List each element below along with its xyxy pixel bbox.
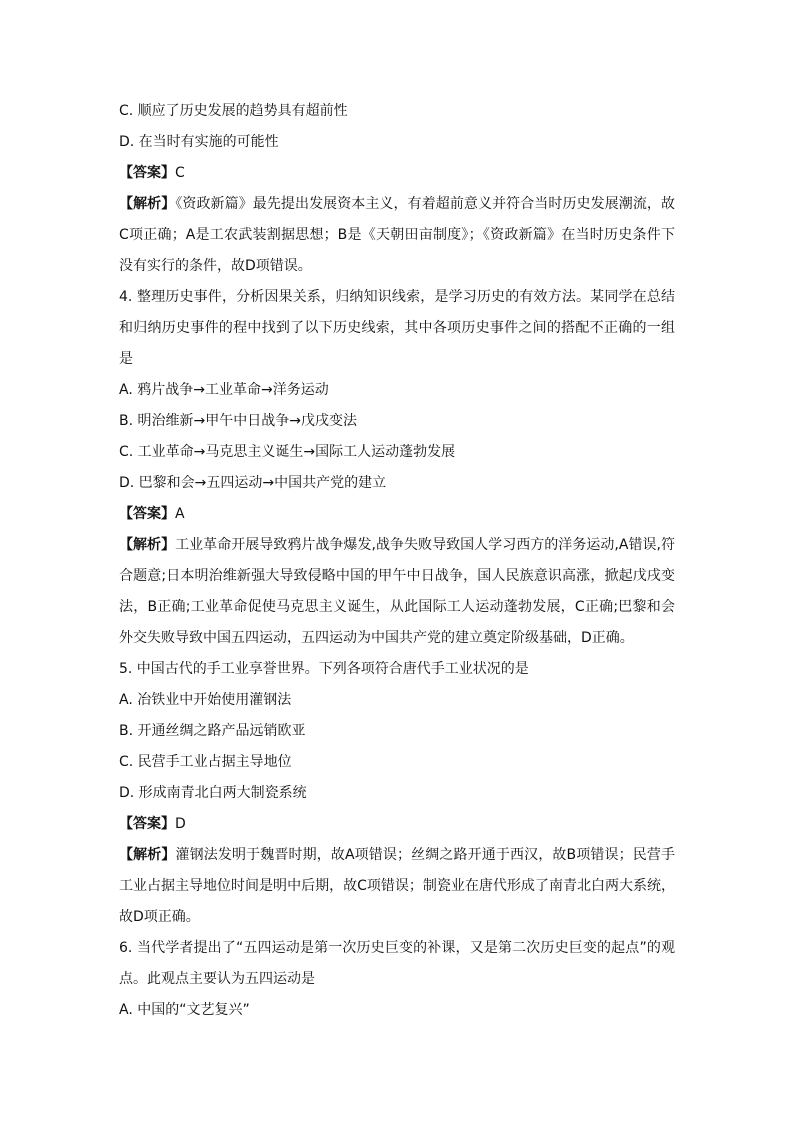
q3-analysis (119, 189, 675, 282)
q4-stem: 4. 整理历史事件，分析因果关系，归纳知识线索，是学习历史的有效方法。某同学在总结和归纳历史事件的程中找到了以下历史线索，其中各项历史事件之间的搭配不正确的一组是 (119, 289, 675, 367)
q5-stem: 5. 中国古代的手工业享誉世界。下列各项符合唐代手工业状况的是 (119, 661, 529, 677)
q6-option-a: A. 中国的“文艺复兴” (119, 1002, 250, 1018)
answer-value: A (175, 506, 185, 522)
q6-stem: 6. 当代学者提出了“五四运动是第一次历史巨变的补课，又是第二次历史巨变的起点”的观点。此观点主要认为五四运动是 (119, 940, 675, 987)
q5-option-d: D. 形成南青北白两大制瓷系统 (119, 785, 307, 801)
q4-option-a: A. 鸦片战争→工业革命→洋务运动 (119, 382, 329, 398)
q4-answer (119, 499, 675, 530)
analysis-text: 工业革命开展导致鸦片战争爆发,战争失败导致国人学习西方的洋务运动,A错误,符合题意;日本明治维新强大导致侵略中国的甲午中日战争，国人民族意识高涨，掀起戊戌变法，B正确;工业革命促使马克思主义诞生，从此国际工人运动蓬勃发展，C正确;巴黎和会外交失败导致中国五四运动，五四运动为中国共产党的建立奠定阶级基础，D正确。 (119, 537, 675, 646)
answer-value: C (175, 165, 185, 181)
q5-analysis (119, 840, 675, 933)
answer-value: D (175, 816, 186, 832)
q5-option-b: B. 开通丝绸之路产品远销欧亚 (119, 723, 306, 739)
q5-answer (119, 809, 675, 840)
q4-option-b: B. 明治维新→甲午中日战争→戊戌变法 (119, 413, 357, 429)
q5-option-a: A. 冶铁业中开始使用灌钢法 (119, 692, 292, 708)
q5-option-c: C. 民营手工业占据主导地位 (119, 754, 292, 770)
q3-answer (119, 158, 675, 189)
analysis-tag: 【解析】 (119, 537, 176, 553)
answer-tag: 【答案】 (119, 506, 175, 522)
answer-tag: 【答案】 (119, 165, 175, 181)
analysis-tag: 【解析】 (119, 847, 176, 863)
analysis-text: 《资政新篇》最先提出发展资本主义，有着超前意义并符合当时历史发展潮流，故C项正确；A是工农武装割据思想；B是《天朝田亩制度》；《资政新篇》在当时历史条件下没有实行的条件，故D项错误。 (119, 196, 676, 274)
q3-option-d: D. 在当时有实施的可能性 (119, 134, 279, 150)
analysis-tag: 【解析】 (119, 196, 176, 212)
answer-tag: 【答案】 (119, 816, 175, 832)
q4-option-d: D. 巴黎和会→五四运动→中国共产党的建立 (119, 475, 387, 491)
q3-option-c: C. 顺应了历史发展的趋势具有超前性 (119, 103, 348, 119)
document-page (119, 96, 675, 1026)
q4-analysis (119, 530, 675, 654)
analysis-text: 灌钢法发明于魏晋时期，故A项错误；丝绸之路开通于西汉，故B项错误；民营手工业占据主导地位时间是明中后期，故C项错误；制瓷业在唐代形成了南青北白两大系统，故D项正确。 (119, 847, 675, 925)
q4-option-c: C. 工业革命→马克思主义诞生→国际工人运动蓬勃发展 (119, 444, 456, 460)
